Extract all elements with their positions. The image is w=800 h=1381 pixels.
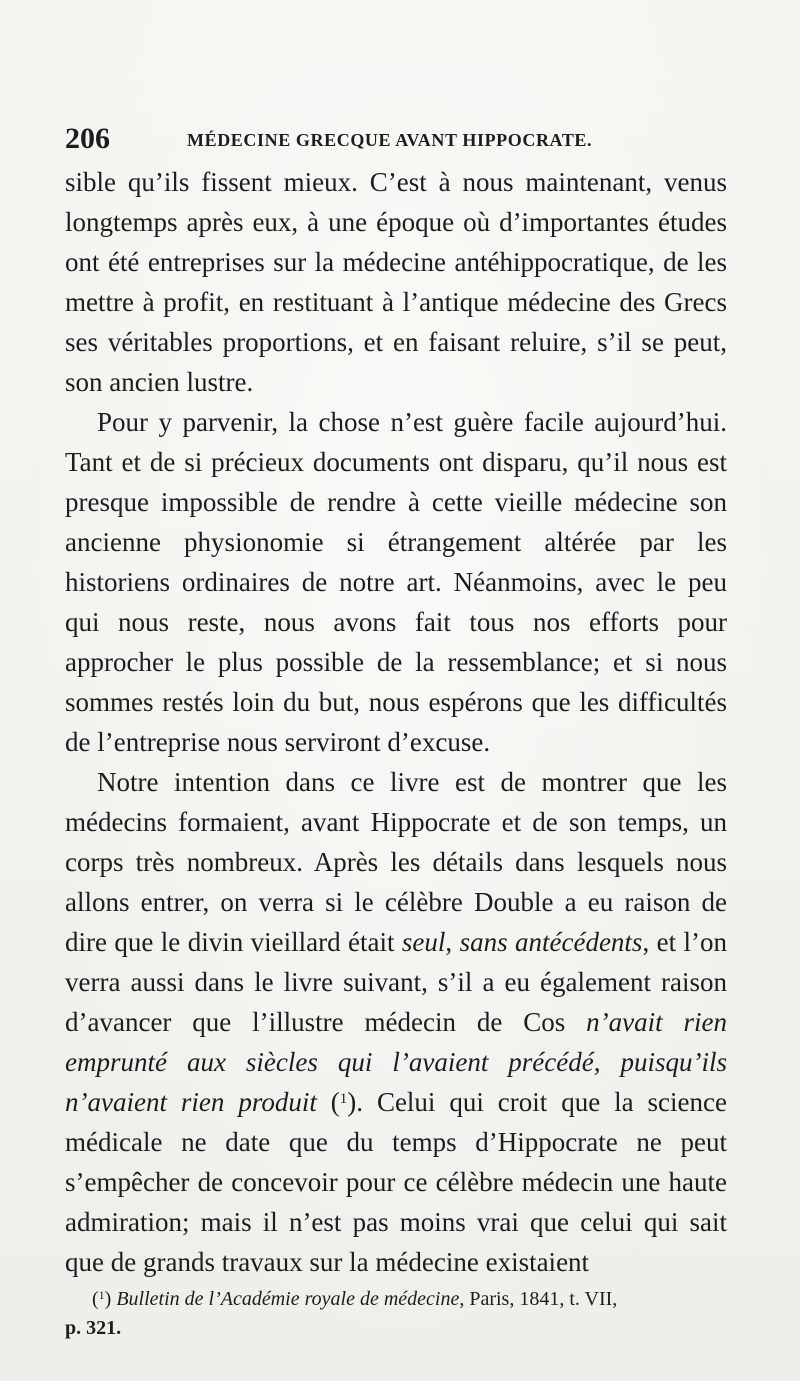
paragraph-3-text-2: , xyxy=(445,927,460,957)
footnote xyxy=(92,1284,722,1314)
footnote-source-details: , Paris, 1841, t. VII, xyxy=(459,1288,618,1310)
paragraph-3-text-5: ). Celui qui croit que la science médicale ne date que du temps d’Hippocrate ne peut s’empêcher de concevoir pour ce célèbre médecin une haute admiration; mais il n’est pas moins vrai que celui qui sait que de grands travaux sur la médecine existaient xyxy=(65,1087,727,1277)
page-number: 206 xyxy=(65,122,110,155)
footnote-marker xyxy=(92,1288,111,1310)
footnote-marker-close: ) xyxy=(104,1288,112,1310)
paragraph-1: sible qu’ils fissent mieux. C’est à nous maintenant, venus longtemps après eux, à une époque où d’importantes études ont été entreprises sur la médecine antéhippocratique, de les mettre à profit, en restituant à l’antique médecine des Grecs ses véritables proportions, et en faisant reluire, s’il se peut, son ancien lustre. xyxy=(65,167,727,397)
paragraph-3 xyxy=(65,762,727,1282)
paragraph-3-text-3: , et l’on verra aussi dans le livre suivant, s’il a eu également raison d’avancer que l’illustre médecin de Cos xyxy=(65,927,728,1037)
main-text xyxy=(65,162,727,1282)
paragraph-2: Pour y parvenir, la chose n’est guère facile aujourd’hui. Tant et de si précieux documents ont disparu, qu’il nous est presque impossible de rendre à cette vieille médecine son ancienne physionomie si étrangement altérée par les historiens ordinaires de notre art. Néanmoins, avec le peu qui nous reste, nous avons fait tous nos efforts pour approcher le plus possible de la ressemblance; et si nous sommes restés loin du but, nous espérons que les difficultés de l’entreprise nous serviront d’excuse. xyxy=(65,407,727,757)
paragraph-3-text-1: Notre intention dans ce livre est de montrer que les médecins formaient, avant Hippocrate et de son temps, un corps très nombreux. Après les détails dans lesquels nous allons entrer, on verra si le célèbre Double a eu raison de dire que le divin vieillard était xyxy=(65,767,727,957)
footnote-marker-number: 1 xyxy=(98,1288,105,1302)
page-header xyxy=(65,120,720,160)
footnote-reference[interactable]: 1 xyxy=(339,1091,348,1107)
paragraph-3-italic-sans-antecedents: sans antécédents xyxy=(459,927,643,957)
running-title: MÉDECINE GRECQUE AVANT HIPPOCRATE. xyxy=(187,130,593,150)
footnote-page-reference: p. 321. xyxy=(65,1317,122,1339)
footnote-marker-open: ( xyxy=(92,1288,99,1310)
footnote-source-title: Bulletin de l’Académie royale de médecine xyxy=(116,1288,460,1310)
paragraph-3-italic-seul: seul xyxy=(401,927,446,957)
paragraph-3-italic-quote: n’avait rien emprunté aux siècles qui l’avaient précédé, puisqu’ils n’avaient rien produit xyxy=(65,1007,727,1117)
paragraph-3-text-4: ( xyxy=(316,1087,340,1117)
